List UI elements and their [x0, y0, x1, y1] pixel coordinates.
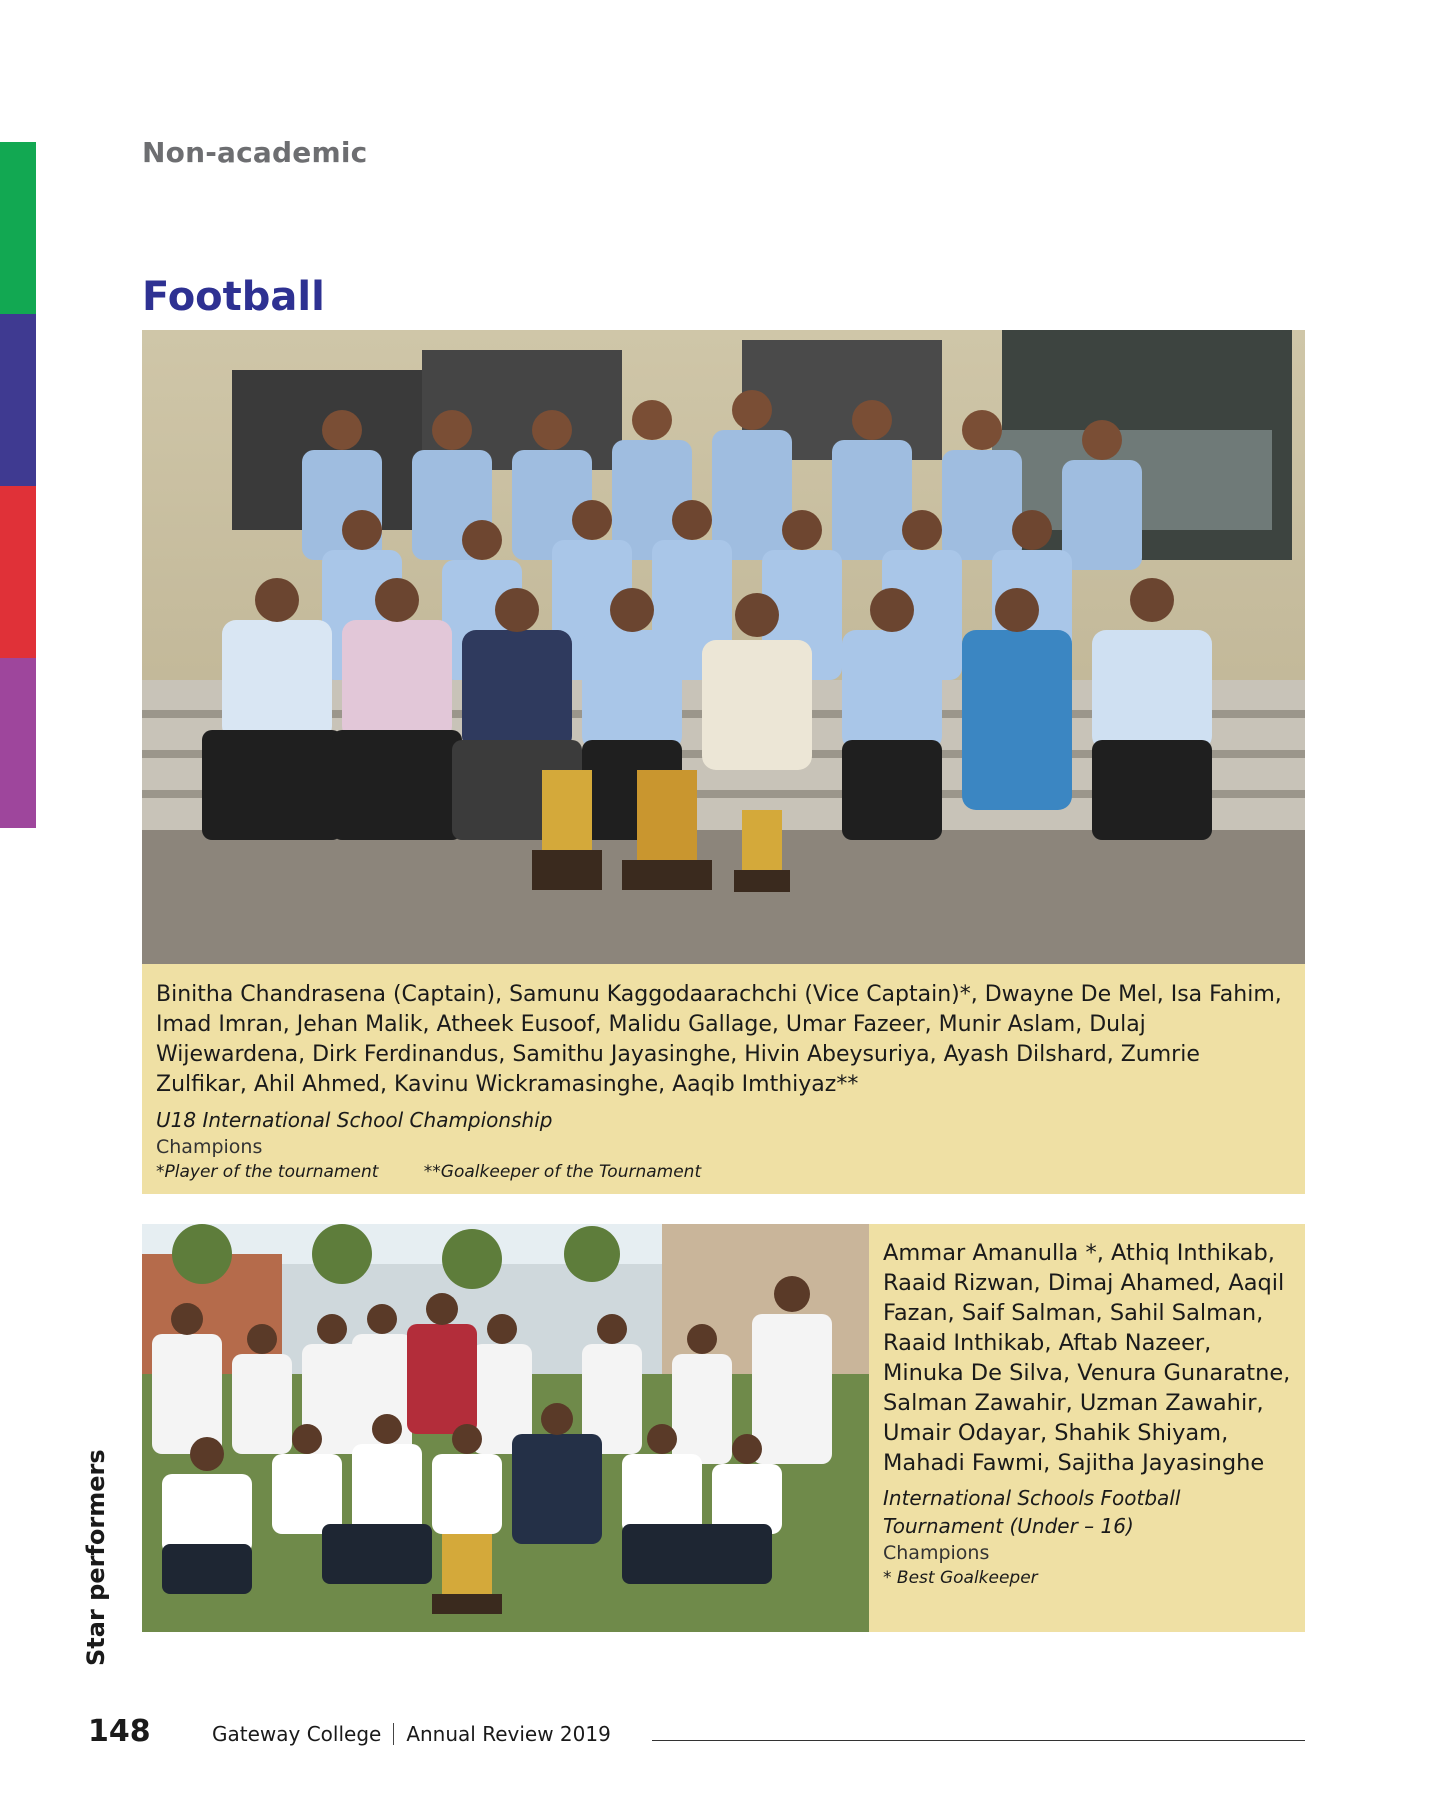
- team-photo-u18: [142, 330, 1305, 964]
- event-name-u18: U18 International School Championship: [156, 1108, 553, 1132]
- footnote-player: *Player of the tournament: [156, 1162, 379, 1182]
- footer-rule: [652, 1740, 1305, 1741]
- footnotes-u18: [156, 1160, 1291, 1184]
- color-tab-red: [0, 486, 36, 658]
- team-photo-icon: [142, 330, 1305, 964]
- footnote-goalkeeper: **Goalkeeper of the Tournament: [423, 1162, 702, 1182]
- team-photo-u16: [142, 1224, 869, 1632]
- footer-text: [212, 1722, 611, 1746]
- color-tab-green: [0, 142, 36, 314]
- color-tab-indigo: [0, 314, 36, 486]
- team-names-u18: Binitha Chandrasena (Captain), Samunu Kaggodaarachchi (Vice Captain)*, Dwayne De Mel, Isa Fahim, Imad Imran, Jehan Malik, Atheek Eusoof, Malidu Gallage, Umar Fazeer, Munir Aslam, Dulaj Wijewardena, Dirk Ferdinandus, Samithu Jayasinghe, Hivin Abeysuriya, Ayash Dilshard, Zumrie Zulfikar, Ahil Ahmed, Kavinu Wickramasinghe, Aaqib Imthiyaz**: [156, 982, 1282, 1097]
- result-u18: Champions: [156, 1136, 263, 1158]
- footnote-best-goalkeeper: * Best Goalkeeper: [883, 1568, 1038, 1588]
- footer-publication: Annual Review 2019: [406, 1722, 611, 1746]
- color-tab-purple: [0, 658, 36, 828]
- page-title: Football: [142, 274, 325, 320]
- team-photo-icon: [142, 1224, 869, 1632]
- page-number: 148: [88, 1714, 151, 1749]
- event-name-u16: International Schools Football Tournament (Under – 16): [883, 1486, 1181, 1538]
- team-names-u16: Ammar Amanulla *, Athiq Inthikab, Raaid Rizwan, Dimaj Ahamed, Aaqil Fazan, Saif Salman, Sahil Salman, Raaid Inthikab, Aftab Nazeer, Minuka De Silva, Venura Gunaratne, Salman Zawahir, Uzman Zawahir, Umair Odayar, Shahik Shiyam, Mahadi Fawmi, Sajitha Jayasinghe: [883, 1240, 1291, 1476]
- caption-u16: [869, 1224, 1305, 1632]
- result-u16: Champions: [883, 1542, 990, 1564]
- caption-u18: [142, 964, 1305, 1194]
- side-label: Star performers: [82, 1449, 110, 1666]
- footer-separator: [393, 1723, 394, 1745]
- section-label: Non-academic: [142, 136, 368, 169]
- footer-publisher: Gateway College: [212, 1722, 382, 1746]
